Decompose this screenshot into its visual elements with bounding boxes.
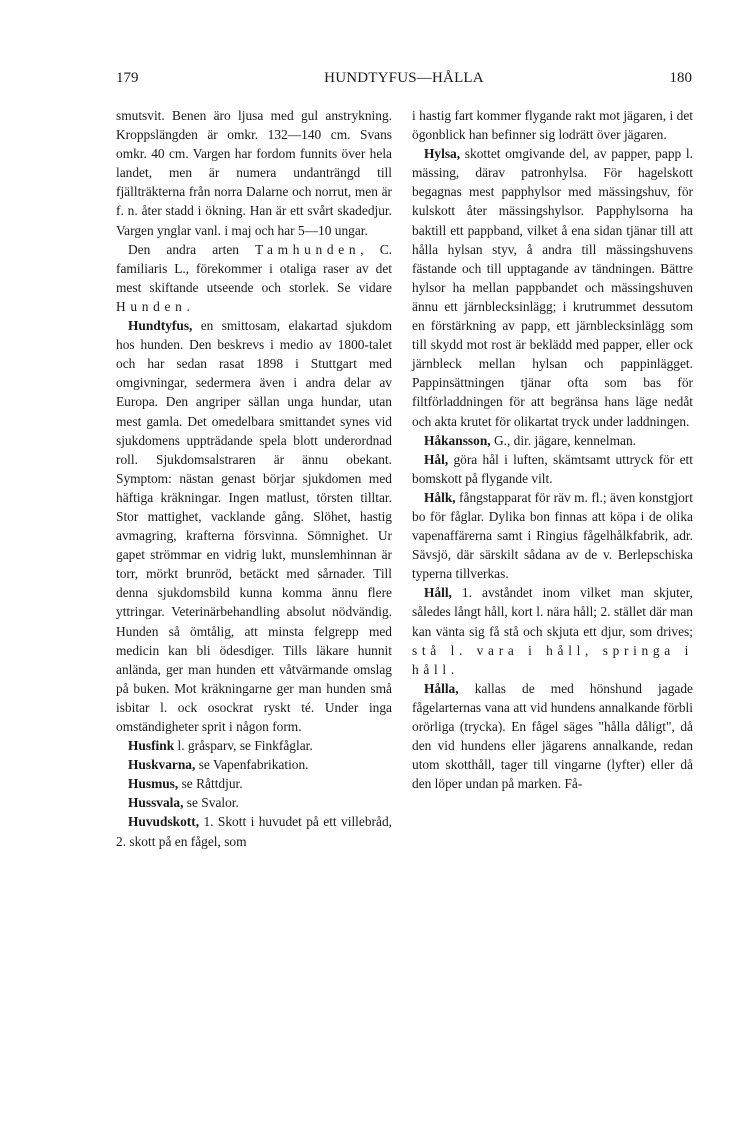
entry-text: se Råttdjur. [178,776,243,792]
entry-text: se Vapenfabrikation. [195,757,309,773]
entry-huskvarna [116,755,392,774]
entry-headword: Hundtyfus, [128,318,193,334]
entry-hussvala [116,793,392,812]
entry-text: fångstapparat för räv m. fl.; även konstgjort bo för fåglar. Dylika bon finnas att köpa i de olika vapenaffärerna samt i Ringius fågelhålkfabrik, adr. Sävsjö, där särskilt sådana av de v. Berlepschiska typerna tillverkas. [412,489,693,582]
entry-husfink [116,736,392,755]
entry-headword: Hylsa, [424,146,461,162]
entry-hakansson [412,431,693,450]
entry-hal [412,450,693,488]
running-header [116,70,692,92]
entry-headword: Husfink [128,738,175,754]
entry-text: 1. avståndet inom vilket man skjuter, således långt håll, kort l. nära håll; 2. stället där man kan vänta sig få stå och skjuta ett djur, som drives; [412,585,693,639]
paragraph-vargen: smutsvit. Benen äro ljusa med gul anstrykning. Kroppslängden är omkr. 132—140 cm. Svans omkr. 40 cm. Vargen har fordom funnits över hela landet, men är numera undanträngd till fjällträkterna från norra Dalarne och norrut, men är f. n. åter stadd i ökning. Han är ett svårt skadedjur. Vargen ynglar vanl. i maj och har 5—10 ungar. [116,108,392,238]
entry-hundtyfus [116,316,392,736]
entry-halk [412,488,693,583]
left-column [116,106,392,851]
entry-text: 1. Skott i huvudet på ett villebråd, 2. skott på en fågel, som [116,814,392,849]
entry-headword: Huskvarna, [128,757,196,773]
entry-text: göra hål i luften, skämtsamt uttryck för ett bomskott på flygande vilt. [412,451,693,486]
entry-text: kallas de med hönshund jagade fågelarternas vana att vid hundens annalkande förbli orörliga (trycka). En fågel säges "hålla dåligt", då den vid hundens eller jägarens annalkande, redan utom skotthåll, tager till vingarne (lyfter) eller då den löper undan på marken. Få- [412,680,693,792]
spaced-term: Tamhunden [255,241,361,257]
entry-text: se Svalor. [183,795,239,811]
entry-text: l. gråsparv, se Finkfåglar. [174,738,313,754]
page-number-left: 179 [116,70,139,86]
running-title: HUNDTYFUS—HÅLLA [324,70,484,86]
paragraph-continuation: i hastig fart kommer flygande rakt mot jägaren, i det ögonblick han befinner sig lodrätt över jägaren. [412,108,693,143]
entry-headword: Hålk, [424,489,456,505]
right-column [412,106,693,793]
spaced-term: stå l. vara i håll, springa i håll [412,642,693,677]
entry-husmus [116,774,392,793]
entry-text: en smittosam, elakartad sjukdom hos hunden. Den beskrevs i medio av 1800-talet och har sedan rasat 1898 i Stuttgart med omgivningar, sedermera även i andra delar av Europa. Den angriper sällan unga hundar, utan mest gamla. Det omedelbara smittandet synes vid sjukdomens uppträdande spela blott underordnad roll. Sjukdomsalstraren är ännu obekant. Symptom: nästan genast börjar sjukdomen med häftiga kräkningar. Ingen matlust, törsten tilltar. Stor mattighet, vacklande gång. Slöhet, hastig avmagring, krafterna försvinna. Sömnighet. Ur gapet strömmar en vidrig lukt, munslemhinnan är torr, mörkt brunröd, betäckt med sårnader. Till denna sjukdomsbild kunna komma ännu flere yttringar. Veterinärbehandling absolut nödvändig. Hunden så ömtålig, att minsta felgrepp med medicin kan bli ödesdiger. Tills läkare hunnit anlända, ger man hunden ett våtvärmande omslag på buken. Mot kräkningarne ger man hunden små isbitar l. ock osockrat ryskt té. Under inga omständigheter sprit i någon form. [116,318,392,734]
entry-headword: Håkansson, [424,432,491,448]
entry-huvudskott [116,812,392,850]
entry-headword: Hussvala, [128,795,184,811]
entry-text: skottet omgivande del, av papper, papp l. mässing, därav patronhylsa. För hagelskott begagnas mest papphylsor med mässingshuv, för kulskott åter mässingshylsor. Papphylsorna ha baktill ett pappband, vilket å ena sidan tjänar till att hålla hylsan styv, å andra till mässingshuvens fästande och till upptagande av tändningen. Bättre hylsor ha mellan pappbandet och mässingshuven ännu ett järnblecksinlägg; i krutrummet dessutom en förstärkning av papp, ett järnblecksinlägg som till skydd mot rost är beklädd med papper, eller ock järnbleck mellan hylsan och pappinlägget. Pappinsättningen tjänar ofta som bas för filtförladdningen för att begränsa hans läge nedåt och akta krutet för olikartat tryck under laddningen. [412,146,693,429]
entry-halla [412,679,693,794]
spaced-term: Hunden [116,298,187,314]
entry-headword: Håll, [424,585,452,601]
paragraph-tamhunden: Den andra arten Tamhunden, C. familiaris L., förekommer i otaliga raser av det mest skiftande utseende och storlek. Se vidare Hunden. [116,241,392,314]
entry-headword: Hål, [424,451,449,467]
entry-hylsa [412,144,693,430]
entry-headword: Huvudskott, [128,814,200,830]
entry-headword: Hålla, [424,680,459,696]
entry-text: G., dir. jägare, kennelman. [490,432,637,448]
page-number-right: 180 [669,70,692,86]
entry-hall: Håll, 1. avståndet inom vilket man skjuter, således långt håll, kort l. nära håll; 2. stället där man kan vänta sig få stå och skjuta ett djur, som drives; stå l. vara i håll, springa i håll. [412,585,693,677]
entry-headword: Husmus, [128,776,179,792]
